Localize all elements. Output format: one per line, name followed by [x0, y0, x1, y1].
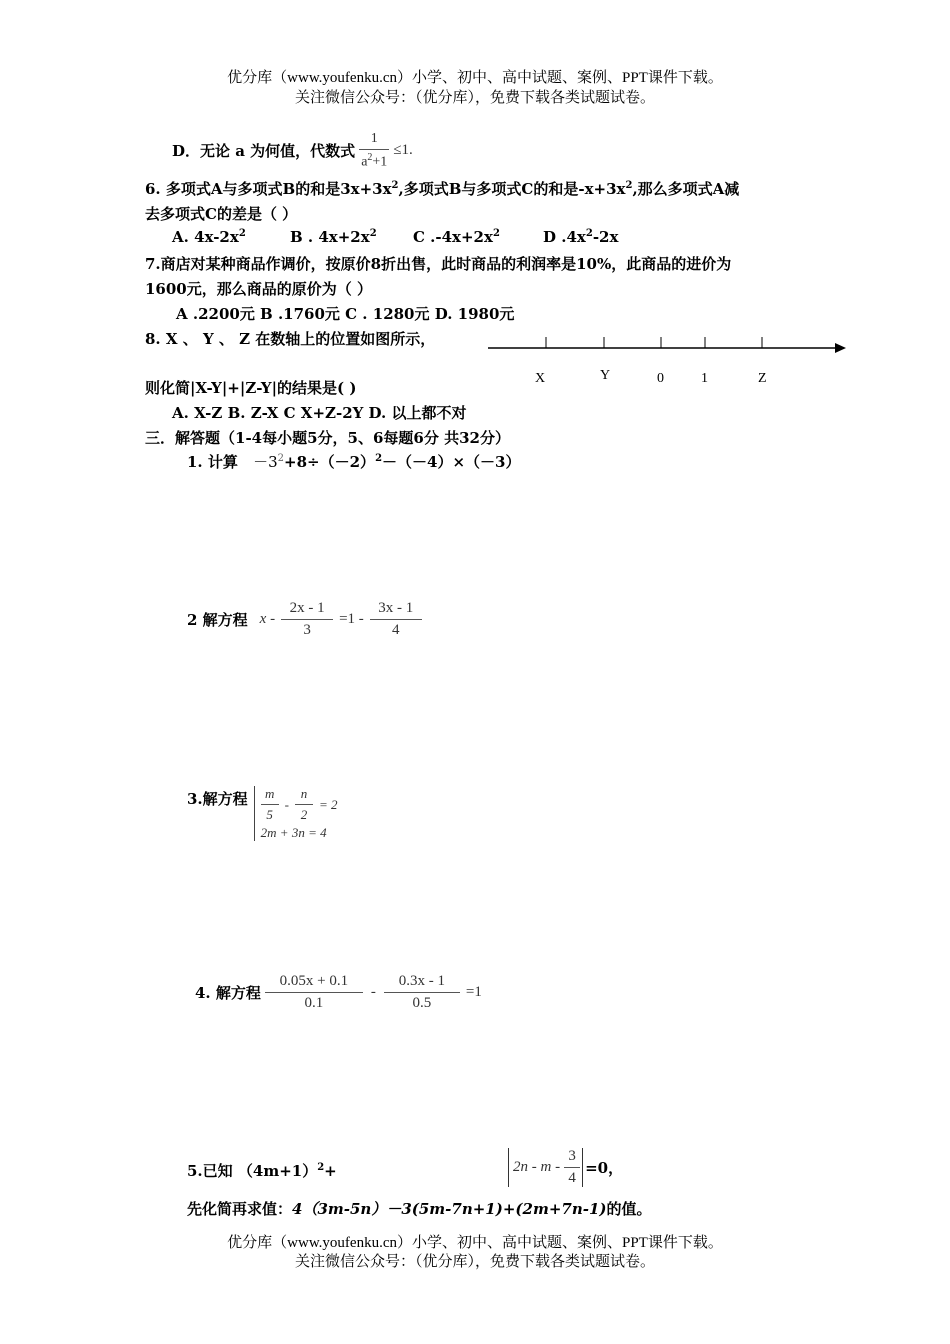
p1-expr-b: +8÷（－2） — [284, 453, 376, 471]
p3-den1: 5 — [261, 804, 279, 823]
p4-mid: - — [370, 984, 376, 1000]
label-0: 0 — [657, 371, 664, 386]
q6-exp2: 2 — [625, 180, 633, 191]
p1-expr-c: －（－4）×（－3） — [382, 453, 521, 471]
q6-option-d — [543, 228, 618, 246]
p5-abs-frac — [564, 1148, 580, 1187]
p5-abs-den: 4 — [564, 1167, 580, 1187]
number-line — [480, 330, 860, 392]
q6-opt-c-exp: 2 — [492, 228, 500, 239]
p5-line2-a: 先化简再求值： — [187, 1200, 293, 1218]
p3-frac1 — [261, 786, 279, 823]
p3-system — [254, 786, 338, 841]
p2-x: x - — [259, 611, 276, 627]
p5-abs-expression — [508, 1148, 623, 1187]
p5-label: 5.已知 （4m+1） — [187, 1162, 318, 1180]
page-header-line2: 关注微信公众号：（优分库），免费下载各类试题试卷。 — [294, 90, 655, 106]
p3-eq1-mid: - — [284, 796, 290, 812]
p2-num2: 3x - 1 — [378, 600, 414, 616]
p3-num2: n — [300, 786, 308, 801]
q5d-text: D．无论 a 为何值，代数式 — [172, 142, 356, 161]
q5d-den-a: a — [361, 154, 368, 170]
q6-opt-d-exp: 2 — [585, 228, 593, 239]
p4-label: 4. 解方程 — [195, 984, 261, 1002]
p5-exp: 2 — [317, 1162, 325, 1173]
p5-plus: + — [324, 1162, 337, 1180]
p1-exp: 2 — [277, 453, 285, 464]
q6-line1-a: 6. 多项式A与多项式B的和是3x+3x — [145, 180, 392, 198]
label-z: Z — [758, 371, 767, 386]
label-x: X — [535, 371, 546, 386]
q8-line1: 8. X 、 Y 、 Z 在数轴上的位置如图所示， — [145, 330, 436, 348]
label-y: Y — [600, 368, 611, 383]
p2-num1: 2x - 1 — [289, 600, 325, 616]
page-footer-line1: 优分库（www.youfenku.cn）小学、初中、高中试题、案例、PPT课件下载。 — [227, 1235, 723, 1251]
problem2 — [187, 600, 422, 639]
q6-opt-c-text: C .-4x+2x — [413, 228, 493, 246]
p4-frac1 — [265, 973, 363, 1012]
p3-label: 3.解方程 — [187, 790, 248, 808]
p2-mid: =1 - — [339, 611, 364, 627]
q6-line1-c: ,那么多项式A减 — [632, 180, 740, 198]
p3-den2: 2 — [295, 804, 313, 823]
label-1: 1 — [701, 371, 708, 386]
p3-eq1 — [261, 786, 338, 823]
problem5-given — [187, 1160, 337, 1181]
p3-eq1-rhs: = 2 — [319, 796, 338, 812]
p4-rhs: =1 — [465, 984, 482, 1000]
q7-line2: 1600元，那么商品的原价为（ ） — [145, 280, 372, 298]
q6-line1 — [145, 178, 739, 199]
section3-title: 三．解答题（1-4每小题5分，5、6每题6分 共32分） — [145, 429, 510, 447]
q5d-num: 1 — [370, 131, 378, 146]
p5-abs — [508, 1148, 583, 1187]
p2-frac2 — [370, 600, 422, 639]
q5-option-d — [172, 131, 413, 171]
q7-line1: 7.商店对某种商品作调价，按原价8折出售，此时商品的利润率是10%，此商品的进价为 — [145, 255, 732, 273]
p5-abs-rhs: =0， — [585, 1159, 624, 1177]
q6-opt-d-a: D .4x — [543, 228, 586, 246]
p1-expr-a: －3 — [253, 453, 278, 471]
q6-opt-b-exp: 2 — [369, 228, 377, 239]
q5d-den-rest: +1 — [372, 154, 388, 170]
p4-den1: 0.1 — [265, 992, 363, 1012]
number-line-arrow-icon — [835, 343, 846, 353]
page-footer-line2: 关注微信公众号：（优分库），免费下载各类试题试卷。 — [294, 1254, 655, 1270]
q5d-tail: ≤1. — [393, 142, 413, 159]
p1-exp2: 2 — [375, 453, 383, 464]
q6-exp1: 2 — [391, 180, 399, 191]
p5-abs-num: 3 — [568, 1148, 576, 1164]
q6-opt-d-b: -2x — [592, 228, 619, 246]
p4-frac2 — [384, 973, 460, 1012]
p2-label: 2 解方程 — [187, 611, 248, 629]
q6-line1-b: ,多项式B与多项式C的和是-x+3x — [398, 180, 626, 198]
problem4 — [195, 973, 482, 1012]
problem1 — [187, 451, 520, 472]
q6-opt-a-text: A. 4x-2x — [172, 228, 239, 246]
p3-frac2 — [295, 786, 313, 823]
p2-den2: 4 — [370, 619, 422, 639]
q5d-den-exp: 2 — [367, 152, 373, 163]
problem5-simplify — [187, 1198, 652, 1219]
p2-frac1 — [281, 600, 333, 639]
p4-num2: 0.3x - 1 — [398, 973, 446, 989]
p5-abs-a: 2n - m - — [513, 1159, 561, 1175]
q6-line2: 去多项式C的差是（ ） — [145, 205, 298, 223]
q5d-fraction — [359, 131, 389, 171]
q8-options: A. X-Z B. Z-X C X+Z-2Y D. 以上都不对 — [172, 404, 467, 422]
page-header-line1: 优分库（www.youfenku.cn）小学、初中、高中试题、案例、PPT课件下载。 — [227, 70, 723, 86]
q6-option-c — [413, 228, 500, 246]
p5-line2-b: 4（3m-5n）－3(5m-7n+1)+(2m+7n-1) — [292, 1200, 607, 1218]
problem3 — [187, 786, 338, 841]
q6-opt-b-text: B . 4x+2x — [290, 228, 370, 246]
q6-option-a — [172, 228, 246, 246]
q6-option-b — [290, 228, 377, 246]
p2-den1: 3 — [281, 619, 333, 639]
q6-opt-a-exp: 2 — [238, 228, 246, 239]
p3-eq2: 2m + 3n = 4 — [260, 825, 327, 840]
q7-options: A .2200元 B .1760元 C . 1280元 D. 1980元 — [176, 305, 515, 323]
p5-line2-c: 的值。 — [606, 1200, 652, 1218]
p3-num1: m — [264, 786, 275, 801]
p4-den2: 0.5 — [384, 992, 460, 1012]
p1-label: 1. 计算 — [187, 453, 238, 471]
q8-line2: 则化简|X-Y|+|Z-Y|的结果是( ) — [145, 379, 357, 397]
p4-num1: 0.05x + 0.1 — [279, 973, 349, 989]
